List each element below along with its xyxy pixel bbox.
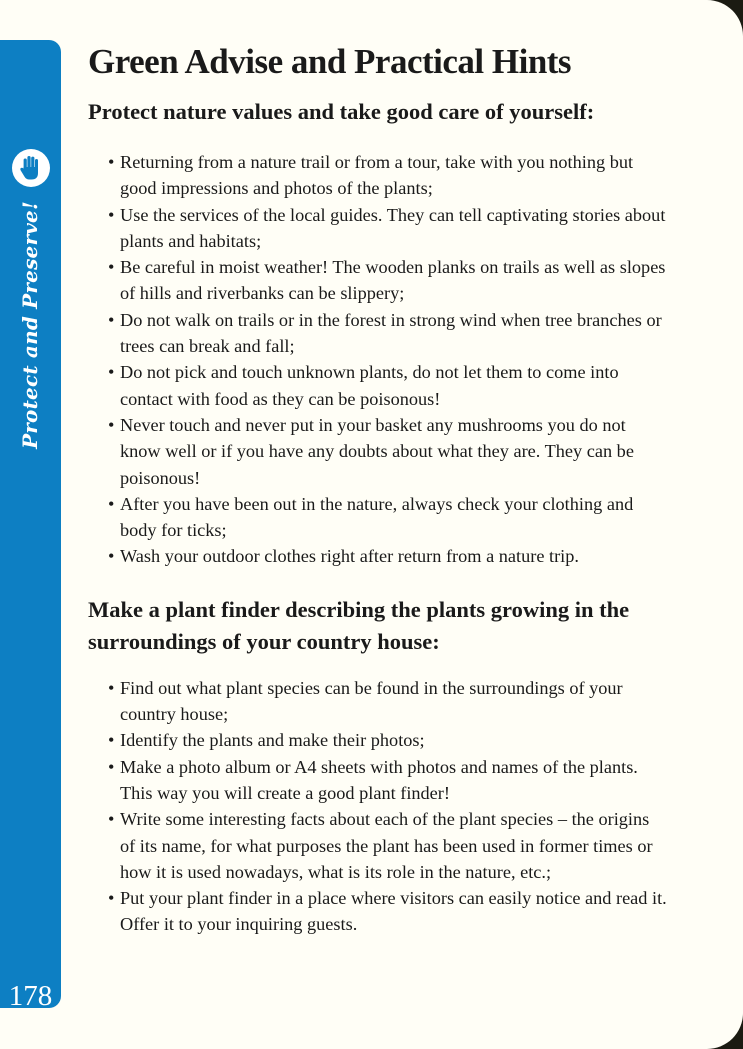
list-item: • Returning from a nature trail or from a tour, take with you nothing but good impressions and photos of the plants; [108, 149, 668, 202]
section-heading-protect-nature: Protect nature values and take good care of yourself: [88, 99, 595, 124]
list-item: • Be careful in moist weather! The wooden planks on trails as well as slopes of hills and riverbanks can be slippery; [108, 254, 668, 307]
list-item: • Identify the plants and make their photos; [108, 727, 668, 753]
list-item: • Make a photo album or A4 sheets with photos and names of the plants. This way you will create a good plant finder! [108, 754, 668, 807]
chapter-title: Protect and Preserve! [18, 201, 42, 449]
list-item: • Write some interesting facts about each of the plant species – the origins of its name, for what purposes the plant has been used in former times or how it is used nowadays, what is its role in the nature, etc.; [108, 806, 668, 885]
list-item: • Find out what plant species can be found in the surroundings of your country house; [108, 675, 668, 728]
page-content [88, 38, 668, 938]
list-item: • Put your plant finder in a place where visitors can easily notice and read it. Offer it to your inquiring guests. [108, 885, 668, 938]
chapter-sidebar [0, 40, 61, 1012]
list-item: • Use the services of the local guides. They can tell captivating stories about plants and habitats; [108, 202, 668, 255]
page-title: Green Advise and Practical Hints [88, 42, 572, 81]
list-item: • Do not pick and touch unknown plants, do not let them to come into contact with food as they can be poisonous! [108, 359, 668, 412]
section-heading-plant-finder: Make a plant finder describing the plants growing in the surroundings of your country house: [88, 596, 630, 654]
raised-hand-icon [12, 149, 50, 187]
list-item: • Never touch and never put in your basket any mushrooms you do not know well or if you have any doubts about what they are. They can be poisonous! [108, 412, 668, 491]
page-number: 178 [8, 980, 53, 1012]
list-item: • Wash your outdoor clothes right after return from a nature trip. [108, 543, 668, 569]
plant-finder-list [88, 675, 668, 938]
list-item: • After you have been out in the nature, always check your clothing and body for ticks; [108, 491, 668, 544]
protect-nature-list [88, 149, 668, 570]
list-item: • Do not walk on trails or in the forest in strong wind when tree branches or trees can break and fall; [108, 307, 668, 360]
